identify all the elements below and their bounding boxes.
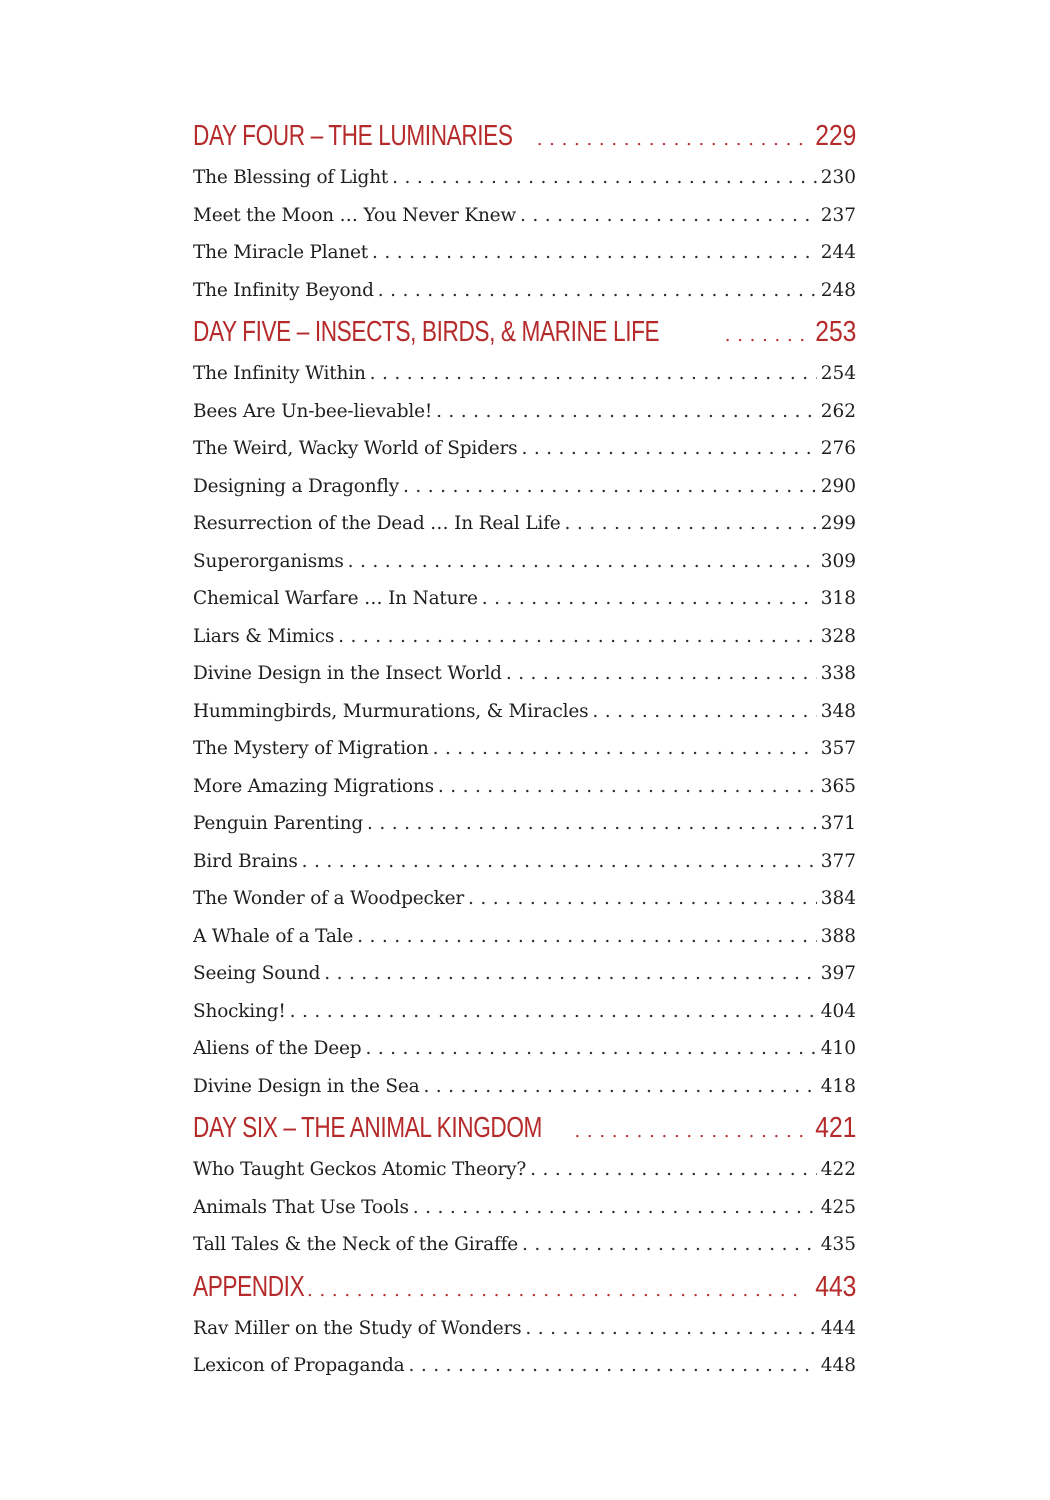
section-heading-day-four [193, 113, 856, 159]
dot-leader [506, 655, 817, 693]
entry-page-number: 448 [821, 1347, 856, 1385]
entry-title: Tall Tales & the Neck of the Giraffe [193, 1226, 518, 1264]
toc-entry [193, 580, 856, 618]
toc-entry [193, 1226, 856, 1264]
dot-leader [565, 505, 817, 543]
entry-page-number: 244 [821, 234, 856, 272]
dot-leader [537, 117, 804, 159]
section-title: APPENDIX [193, 1264, 304, 1310]
dot-leader [522, 1226, 817, 1264]
entry-page-number: 410 [821, 1030, 856, 1068]
dot-leader [348, 543, 817, 581]
toc-entry [193, 1068, 856, 1106]
dot-leader [270, 1268, 804, 1310]
entry-page-number: 425 [821, 1189, 856, 1227]
entry-title: Rav Miller on the Study of Wonders [193, 1310, 521, 1348]
entry-title: The Infinity Beyond [193, 272, 374, 310]
toc-entry [193, 159, 856, 197]
entry-page-number: 397 [821, 955, 856, 993]
entry-title: Divine Design in the Sea [193, 1068, 419, 1106]
dot-leader [530, 1151, 817, 1189]
toc-entry [193, 234, 856, 272]
entry-title: Aliens of the Deep [193, 1030, 361, 1068]
toc-entry [193, 1151, 856, 1189]
entry-page-number: 357 [821, 730, 856, 768]
toc-entry [193, 655, 856, 693]
entry-title: Shocking! [193, 993, 286, 1031]
dot-leader [438, 768, 817, 806]
toc-entry [193, 1310, 856, 1348]
dot-leader [365, 1030, 816, 1068]
entry-title: Bees Are Un-bee-lievable! [193, 393, 432, 431]
entry-page-number: 237 [821, 197, 856, 235]
entry-page-number: 262 [821, 393, 856, 431]
entry-page-number: 276 [821, 430, 856, 468]
entry-page-number: 435 [821, 1226, 856, 1264]
toc-entry [193, 1030, 856, 1068]
dot-leader [468, 880, 817, 918]
entry-title: Meet the Moon … You Never Knew [193, 197, 516, 235]
toc-entry [193, 468, 856, 506]
toc-entry [193, 543, 856, 581]
entry-title: Hummingbirds, Murmurations, & Miracles [193, 693, 588, 731]
dot-leader [372, 234, 817, 272]
section-title: DAY SIX – THE ANIMAL KINGDOM [193, 1105, 542, 1151]
dot-leader [324, 955, 816, 993]
section-page-number: 229 [815, 113, 856, 159]
entry-page-number: 309 [821, 543, 856, 581]
dot-leader [392, 159, 817, 197]
entry-title: Bird Brains [193, 843, 298, 881]
entry-title: Chemical Warfare … In Nature [193, 580, 478, 618]
toc-entry [193, 393, 856, 431]
dot-leader [574, 1109, 803, 1151]
dot-leader [338, 618, 817, 656]
toc-entry [193, 918, 856, 956]
dot-leader [290, 993, 817, 1031]
entry-title: The Weird, Wacky World of Spiders [193, 430, 517, 468]
entry-title: The Wonder of a Woodpecker [193, 880, 464, 918]
dot-leader [423, 1068, 816, 1106]
toc-entry [193, 730, 856, 768]
section-heading-appendix [193, 1264, 856, 1310]
entry-page-number: 422 [821, 1151, 856, 1189]
entry-title: Who Taught Geckos Atomic Theory? [193, 1151, 526, 1189]
entry-title: Designing a Dragonfly [193, 468, 399, 506]
dot-leader [409, 1347, 817, 1385]
toc-entry [193, 880, 856, 918]
toc-entry [193, 618, 856, 656]
entry-page-number: 388 [821, 918, 856, 956]
dot-leader [521, 430, 816, 468]
entry-title: The Blessing of Light [193, 159, 388, 197]
entry-title: The Infinity Within [193, 355, 366, 393]
dot-leader [302, 843, 817, 881]
entry-title: More Amazing Migrations [193, 768, 434, 806]
section-title: DAY FOUR – THE LUMINARIES [193, 113, 513, 159]
entry-page-number: 377 [821, 843, 856, 881]
entry-page-number: 404 [821, 993, 856, 1031]
entry-page-number: 384 [821, 880, 856, 918]
dot-leader [433, 730, 817, 768]
entry-page-number: 371 [821, 805, 856, 843]
toc-entry [193, 1189, 856, 1227]
entry-page-number: 338 [821, 655, 856, 693]
entry-page-number: 290 [821, 468, 856, 506]
dot-leader [436, 393, 817, 431]
toc-entry [193, 272, 856, 310]
dot-leader [378, 272, 817, 310]
entry-title: The Miracle Planet [193, 234, 368, 272]
toc-entry [193, 505, 856, 543]
dot-leader [370, 355, 817, 393]
dot-leader [403, 468, 817, 506]
entry-page-number: 299 [821, 505, 856, 543]
toc-entry [193, 805, 856, 843]
entry-page-number: 230 [821, 159, 856, 197]
entry-title: A Whale of a Tale [193, 918, 353, 956]
toc-entry [193, 430, 856, 468]
toc-entry [193, 993, 856, 1031]
dot-leader [520, 197, 817, 235]
toc-entry [193, 843, 856, 881]
section-page-number: 443 [815, 1264, 856, 1310]
entry-title: Liars & Mimics [193, 618, 334, 656]
section-page-number: 253 [815, 309, 856, 355]
entry-page-number: 348 [821, 693, 856, 731]
section-heading-day-five [193, 309, 856, 355]
entry-title: Resurrection of the Dead … In Real Life [193, 505, 561, 543]
section-page-number: 421 [815, 1105, 856, 1151]
table-of-contents [193, 113, 856, 1385]
entry-page-number: 365 [821, 768, 856, 806]
entry-page-number: 444 [821, 1310, 856, 1348]
dot-leader [367, 805, 817, 843]
entry-title: Lexicon of Propaganda [193, 1347, 405, 1385]
entry-title: The Mystery of Migration [193, 730, 429, 768]
section-heading-day-six [193, 1105, 856, 1151]
dot-leader [725, 313, 804, 355]
dot-leader [357, 918, 817, 956]
dot-leader [413, 1189, 817, 1227]
toc-entry [193, 197, 856, 235]
entry-page-number: 328 [821, 618, 856, 656]
toc-entry [193, 955, 856, 993]
entry-title: Penguin Parenting [193, 805, 363, 843]
entry-title: Superorganisms [193, 543, 344, 581]
toc-entry [193, 693, 856, 731]
dot-leader [525, 1310, 816, 1348]
toc-entry [193, 355, 856, 393]
entry-page-number: 418 [821, 1068, 856, 1106]
entry-page-number: 254 [821, 355, 856, 393]
entry-page-number: 248 [821, 272, 856, 310]
dot-leader [592, 693, 816, 731]
dot-leader [482, 580, 817, 618]
entry-title: Animals That Use Tools [193, 1189, 409, 1227]
toc-entry [193, 768, 856, 806]
entry-title: Divine Design in the Insect World [193, 655, 502, 693]
entry-title: Seeing Sound [193, 955, 320, 993]
section-title: DAY FIVE – INSECTS, BIRDS, & MARINE LIFE [193, 309, 659, 355]
entry-page-number: 318 [821, 580, 856, 618]
toc-entry [193, 1347, 856, 1385]
